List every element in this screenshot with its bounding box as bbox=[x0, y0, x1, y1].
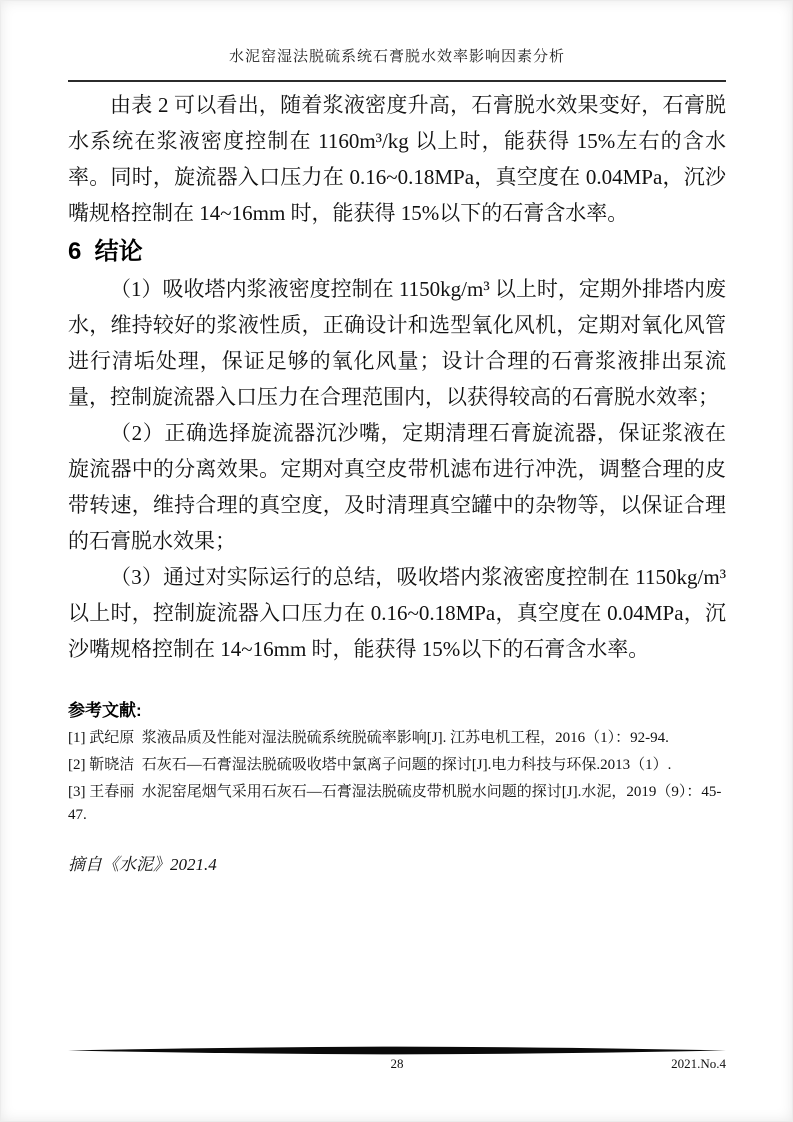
reference-item-1: [1] 武纪原 浆液品质及性能对湿法脱硫系统脱硫率影响[J]. 江苏电机工程，2016（1）：92-94. bbox=[68, 730, 669, 746]
references-heading: 参考文献: bbox=[68, 701, 142, 720]
conclusion-paragraph-1: （1）吸收塔内浆液密度控制在 1150kg/m³ 以上时，定期外排塔内废水，维持较好的浆液性质，正确设计和选型氧化风机，定期对氧化风管进行清垢处理，保证足够的氧化风量；设计合理的石膏浆液排出泵流量，控制旋流器入口压力在合理范围内，以获得较高的石膏脱水效率； bbox=[68, 277, 726, 409]
section-heading-conclusion: 6 结论 bbox=[68, 238, 143, 265]
issue-label: 2021.No.4 bbox=[671, 1056, 726, 1071]
footer-row bbox=[68, 1055, 726, 1073]
intro-paragraph: 由表 2 可以看出，随着浆液密度升高，石膏脱水效果变好，石膏脱水系统在浆液密度控制在 1160m³/kg 以上时，能获得 15%左右的含水率。同时，旋流器入口压力在 0.16~0.18MPa，真空度在 0.04MPa，沉沙嘴规格控制在 14~16mm 时，能获得 15%以下的石膏含水率。 bbox=[68, 93, 726, 225]
source-note: 摘自《水泥》2021.4 bbox=[68, 855, 217, 874]
running-header-title: 水泥窑湿法脱硫系统石膏脱水效率影响因素分析 bbox=[228, 49, 565, 65]
page-footer bbox=[68, 1046, 726, 1073]
running-header bbox=[68, 46, 726, 82]
conclusion-paragraph-3: （3）通过对实际运行的总结，吸收塔内浆液密度控制在 1150kg/m³ 以上时，控制旋流器入口压力在 0.16~0.18MPa，真空度在 0.04MPa，沉沙嘴规格控制在 14~16mm 时，能获得 15%以下的石膏含水率。 bbox=[68, 565, 726, 661]
page-number: 28 bbox=[390, 1056, 404, 1071]
header-rule bbox=[68, 80, 726, 82]
content-column bbox=[68, 46, 726, 877]
footer-rule bbox=[68, 1046, 726, 1055]
conclusion-paragraph-2: （2）正确选择旋流器沉沙嘴，定期清理石膏旋流器，保证浆液在旋流器中的分离效果。定期对真空皮带机滤布进行冲洗，调整合理的皮带转速，维持合理的真空度，及时清理真空罐中的杂物等，以保证合理的石膏脱水效果； bbox=[68, 421, 726, 553]
reference-item-3: [3] 王春丽 水泥窑尾烟气采用石灰石—石膏湿法脱硫皮带机脱水问题的探讨[J].水泥，2019（9）：45-47. bbox=[68, 784, 722, 823]
reference-item-2: [2] 靳晓洁 石灰石—石膏湿法脱硫吸收塔中氯离子问题的探讨[J].电力科技与环保.2013（1）. bbox=[68, 757, 672, 773]
